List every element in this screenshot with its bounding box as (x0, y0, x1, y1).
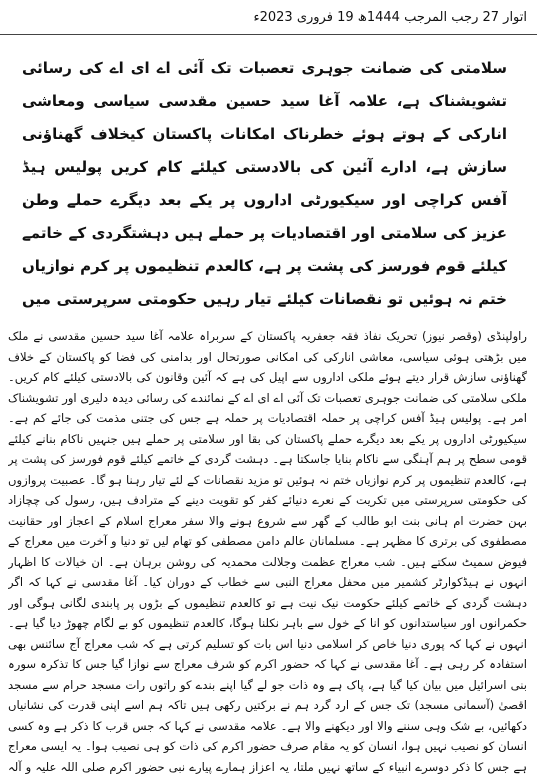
article-text: تحریک نفاذ فقہ جعفریہ پاکستان کے سربراہ علامہ آغا سید حسین مقدسی نے ملک میں بڑھتی ہوئی سیاسی، معاشی انارکی کی امکانی صورتحال اور بدامنی کی فضا کو پاکستان کے خلاف گھناؤنی سازش قرار دیتے ہوئے ملکی اداروں سے اپیل کی ہے کہ آئین وقانون کی بالادستی کیلئے کام کریں۔ ملکی سلامتی کی ضمانت جوہری تعصبات تک آئی اے ای اے کے نمائندے کی رسائی دیدہ دلیری اور تشویشناک امر ہے۔ پولیس ہیڈ آفس کراچی پر حملہ اقتصادیات پر حملہ ہے جس کی جتنی مذمت کی جائے کم ہے۔ سیکیورٹی اداروں پر یکے بعد دیگرے حملے پاکستان کی بقا اور سلامتی پر حملے ہیں جنہیں ناکام بنانے کیلئے قومی سطح پر ہم آہنگی سے ناکام بنایا جاسکتا ہے۔ دہشت گردی کے خاتمے کیلئے قوم فورسز کی پشت پر ہے، کالعدم تنظیموں پر کرم نوازیاں ختم نہ ہوئیں تو مزید نقصانات کے لئے تیار رہنا ہو گا۔ عصبیت پروازوں کی حکومتی سرپرستی میں تکریت کے نعرے دنیائے کفر کو تقویت دینے کے مترادف ہیں، رسول کی چچازاد بہن حضرت ام ہانی بنت ابو طالب کے گھر سے شروع ہونے والا سفر معراج اسلام کے اعجاز اور حقانیت مصطفوی کی برتری کا مظہر ہے۔ مسلمانان عالم دامن مصطفی کو تھام لیں تو دنیا و آخرت میں معراج کے فیوض سمیٹ سکتے ہیں۔ شب معراج عظمت وجلالت محمدیہ کی روشن برہان ہے۔ ان خیالات کا اظہار انہوں نے ہیڈکوارٹر کشمیر میں محفل معراج النبی سے خطاب کے دوران کیا۔ آغا مقدسی نے کہا کہ اگر دہشت گردی کے خاتمے کیلئے حکومت نیک نیت ہے تو کالعدم تنظیموں کے بڑوں پر پابندی لگانی ہوگی اور حکمرانوں اور سیاستدانوں کو انا کے خول سے باہر نکلنا ہوگا، کالعدم تنظیموں کو بے لگام چھوڑ دیا گیا ہے۔ انہوں نے کہا کہ پوری دنیا خاص کر اسلامی دنیا اس بات کو تسلیم کرتی ہے کہ شب معراج آج سائنس بھی استفادہ کر رہی ہے۔ آغا مقدسی نے کہا کہ حضور اکرم کو شرف معراج سے نوازا گیا جس کا تذکرہ سورہ بنی اسرائیل میں بیان کیا گیا ہے، پاک ہے وہ ذات جو لے گیا اپنے بندے کو راتوں رات مسجد حرام سے مسجد اقصیٰ (آسمانی مسجد) تک جس کے ارد گرد ہم نے برکتیں رکھی ہیں تاکہ ہم اسے اپنی قدرت کی نشانیاں دکھائیں، بے شک وہی سننے والا اور دیکھنے والا ہے۔ علامہ مقدسی نے کہا کہ جس قرب کا ذکر ہے وہ کسی انسان کو نصیب نہیں ہوا، انسان کو یہ مقام صرف حضور اکرم کی ذات کو ہی نصیب ہوا۔ یہ ایسی معراج ہے جس کا ذکر دوسرے انبیاء کے ساتھ نہیں ملتا، یہ اعزاز ہمارے پیارے نبی حضور اکرم صلی اللہ علیہ و آلہ (8, 329, 527, 774)
divider (0, 34, 537, 35)
headline: سلامتی کی ضمانت جوہری تعصبات تک آئی اے ای اے کی رسائی تشویشناک ہے، علامہ آغا سید حسین مقدسی سیاسی ومعاشی انارکی کے ہوتے ہوئے خطرناک امکانات پاکستان کیخلاف گھناؤنی سازش ہے، ادارے آئین کی بالادستی کیلئے کام کریں پولیس ہیڈ آفس کراچی اور سیکیورٹی اداروں پر یکے بعد دیگرے حملے وطن عزیز کی سلامتی اور اقتصادیات پر حملے ہیں دہشتگردی کے خاتمے کیلئے قوم فورسز کی پشت پر ہے، کالعدم تنظیموں پر کرم نوازیاں ختم نہ ہوئیں تو نقصانات کیلئے تیار رہیں حکومتی سرپرستی میں (22, 59, 507, 308)
news-agency: (وقصر نیوز) (422, 329, 482, 343)
location: راولپنڈی (486, 329, 527, 343)
dateline: اتوار 27 رجب المرجب 1444ھ 19 فروری 2023ء (253, 10, 527, 25)
article-body (8, 326, 527, 778)
